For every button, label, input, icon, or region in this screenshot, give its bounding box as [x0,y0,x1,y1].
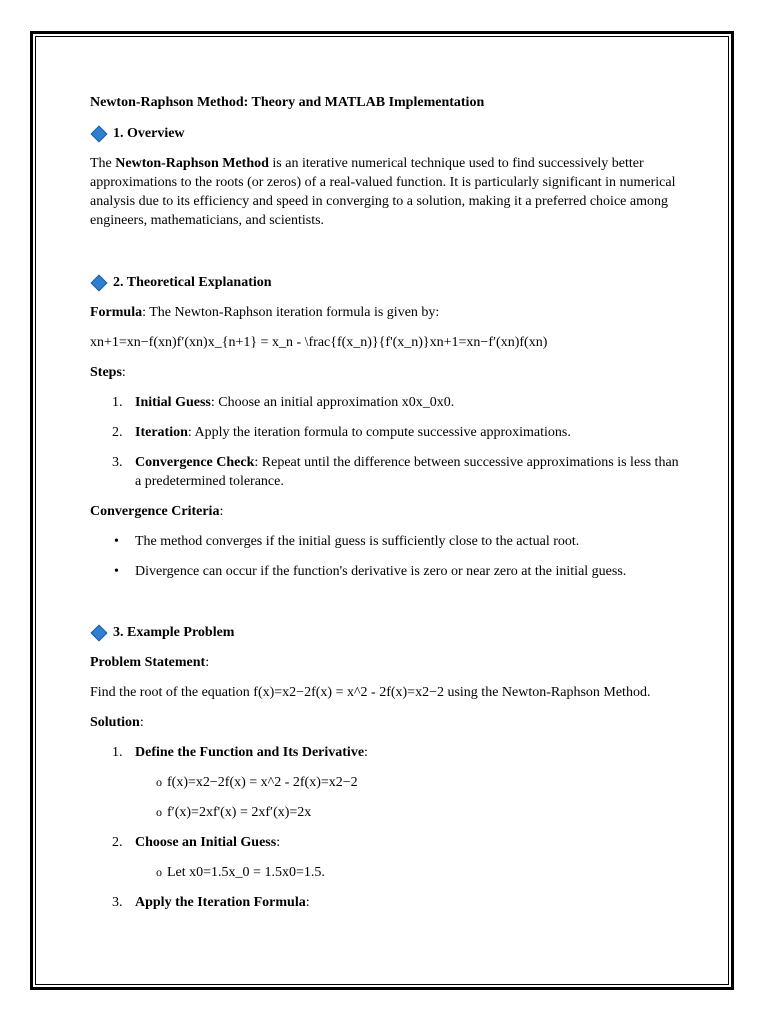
solution-list-3 [90,893,680,912]
solution-label: Solution: [90,715,144,730]
document-title: Newton-Raphson Method: Theory and MATLAB Implementation [90,95,485,110]
document-body [90,93,680,912]
criteria-list [90,532,680,581]
formula-line: xn+1=xn−f(xn)f′(xn)x_{n+1} = x_n - \frac{f(x_n)}{f'(x_n)}xn+1=xn−f′(xn)f(xn) [90,335,548,350]
solution-list-2 [90,833,680,852]
list-item: 1. Initial Guess: Choose an initial approximation x0x_0x0. [112,395,455,410]
list-item: • The method converges if the initial guess is sufficiently close to the actual root. [114,534,580,549]
list-item: 3. Convergence Check: Repeat until the difference between successive approximations is less than a predetermined tolerance. [112,455,679,489]
solution-list [90,743,680,762]
list-item: 3. Apply the Iteration Formula: [112,895,310,910]
list-item: • Divergence can occur if the function's derivative is zero or near zero at the initial guess. [114,564,627,579]
section-heading-example: 3. Example Problem [90,623,680,642]
derivative-sublist [90,773,680,822]
blue-diamond-icon [91,125,108,142]
steps-list [90,393,680,491]
section-heading-theory: 2. Theoretical Explanation [90,273,680,292]
list-item: o f′(x)=2xf'(x) = 2xf′(x)=2x [156,805,312,820]
list-item: 1. Define the Function and Its Derivative: [112,745,368,760]
overview-paragraph: The Newton-Raphson Method is an iterative numerical technique used to find successively better approximations to the roots (or zeros) of a real-valued function. It is particularly significant in numerical analysis due to its efficiency and speed in converging to a solution, making it a preferred choice among engineers, mathematicians, and scientists. [90,156,676,228]
list-item: o f(x)=x2−2f(x) = x^2 - 2f(x)=x2−2 [156,775,358,790]
blue-diamond-icon [91,274,108,291]
blue-diamond-icon [91,624,108,641]
problem-statement-label: Problem Statement: [90,655,210,670]
section-heading-overview: 1. Overview [90,124,680,143]
problem-statement-text: Find the root of the equation f(x)=x2−2f(x) = x^2 - 2f(x)=x2−2 using the Newton-Raphson Method. [90,685,651,700]
list-item: 2. Iteration: Apply the iteration formula to compute successive approximations. [112,425,571,440]
list-item: 2. Choose an Initial Guess: [112,835,281,850]
steps-label: Steps: [90,365,126,380]
list-item: o Let x0=1.5x_0 = 1.5x0=1.5. [156,865,325,880]
guess-sublist [90,863,680,882]
criteria-label: Convergence Criteria: [90,504,224,519]
formula-intro: Formula: The Newton-Raphson iteration formula is given by: [90,305,440,320]
